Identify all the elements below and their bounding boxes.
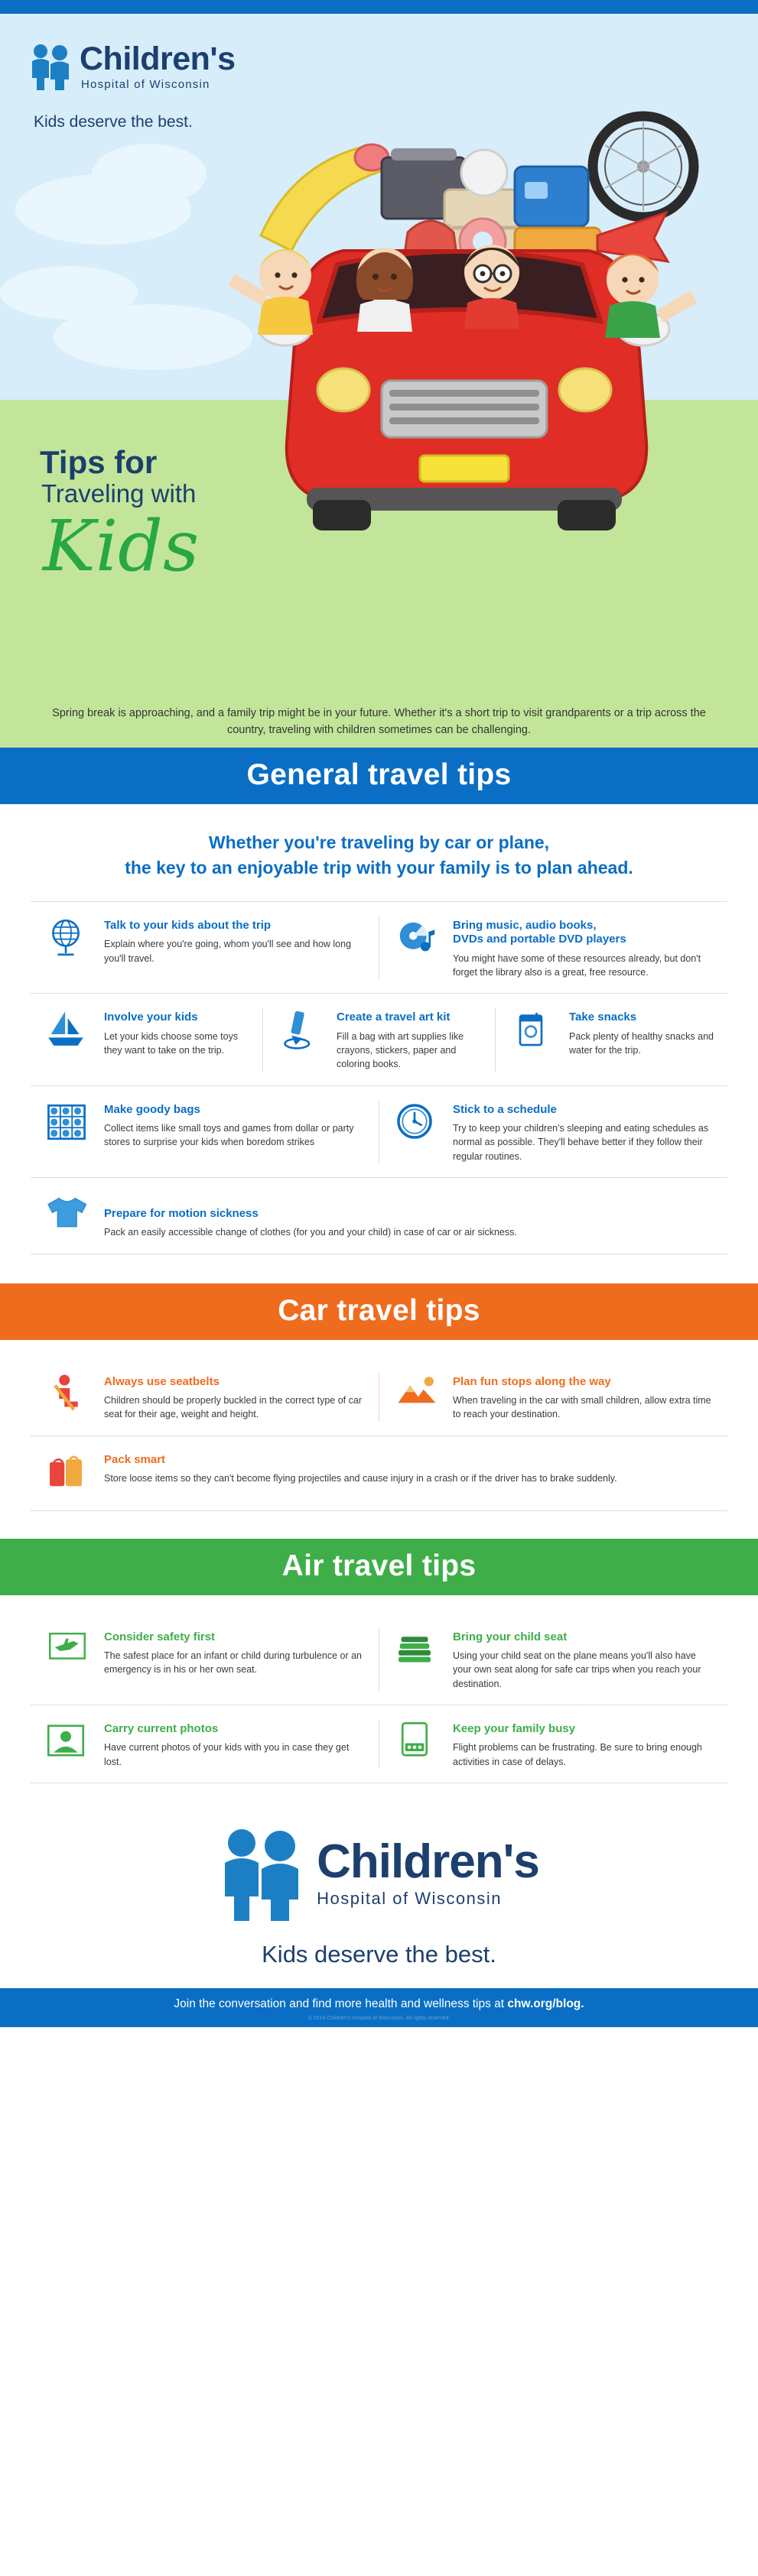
tip-body: Let your kids choose some toys they want to take on the trip. — [104, 1031, 239, 1056]
tip-body: Pack plenty of healthy snacks and water for the trip. — [569, 1031, 714, 1056]
tip-body: Children should be properly buckled in the correct type of car seat for their age, weight and height. — [104, 1395, 362, 1420]
tip-card-take-snacks — [495, 1007, 727, 1071]
tip-body: When traveling in the car with small children, allow extra time to reach your destination. — [453, 1395, 711, 1420]
tip-title: Carry current photos — [104, 1721, 219, 1735]
general-tips-body — [0, 901, 758, 1262]
airplane-icon — [44, 1627, 93, 1691]
car-tips-body — [0, 1340, 758, 1519]
tip-card-seatbelts — [31, 1372, 379, 1422]
tip-card-keep-busy — [379, 1719, 727, 1769]
tip-card-bring-music — [379, 916, 727, 980]
footer-tagline: Kids deserve the best. — [262, 1940, 496, 1968]
copyright-text: © 2014 Children's Hospital of Wisconsin. All rights reserved. — [0, 2016, 758, 2027]
mountains-icon — [393, 1372, 442, 1422]
tip-row — [31, 901, 727, 994]
cd-disc-icon — [393, 916, 442, 980]
tip-body: Have current photos of your kids with you in case they get lost. — [104, 1742, 350, 1767]
juice-box-icon — [509, 1007, 558, 1071]
tip-body: Flight problems can be frustrating. Be sure to bring enough activities in case of delays. — [453, 1742, 702, 1767]
footer-cta-bar[interactable] — [0, 1988, 758, 2016]
tip-title: Create a travel art kit — [337, 1011, 451, 1024]
tip-card-current-photos — [31, 1719, 379, 1769]
tip-card-schedule — [379, 1100, 727, 1163]
tip-card-talk-to-kids — [31, 916, 379, 980]
air-tips-body — [0, 1595, 758, 1791]
tip-row — [31, 1177, 727, 1254]
general-lead-text: Whether you're traveling by car or plane, the key to an enjoyable trip with your family is to plan ahead. — [125, 832, 633, 878]
tip-title: Stick to a schedule — [453, 1102, 557, 1116]
hero-title — [40, 444, 200, 588]
tip-body: The safest place for an infant or child during turbulence or an emergency is in his or her own seat. — [104, 1650, 363, 1676]
brand-subtitle: Hospital of Wisconsin — [81, 78, 210, 91]
tip-title: Consider safety first — [104, 1630, 216, 1643]
tip-card-fun-stops — [379, 1372, 727, 1422]
footer-brand-name: Children's — [317, 1835, 539, 1888]
tip-card-safety-first — [31, 1627, 379, 1691]
tip-row — [31, 1705, 727, 1783]
tip-body: Explain where you're going, whom you'll see and how long you'll travel. — [104, 939, 352, 964]
tip-row — [31, 993, 727, 1085]
sailboat-icon — [44, 1007, 93, 1071]
brand-tagline: Kids deserve the best. — [34, 113, 193, 131]
tip-body: Pack an easily accessible change of clothes (for you and your child) in case of car or air sickness. — [104, 1227, 517, 1238]
pencil-icon — [277, 1007, 326, 1071]
grid-bags-icon — [44, 1100, 93, 1163]
red-car — [259, 251, 669, 530]
tip-card-motion-sickness — [31, 1192, 727, 1240]
cloud-shape — [92, 144, 207, 205]
tip-row — [31, 1085, 727, 1177]
tip-body: Fill a bag with art supplies like crayons, stickers, paper and coloring books. — [337, 1031, 464, 1070]
tip-title: Make goody bags — [104, 1102, 200, 1116]
footer-brand-subtitle: Hospital of Wisconsin — [317, 1888, 502, 1908]
tip-card-involve-kids — [31, 1007, 262, 1071]
brand-name: Children's — [80, 41, 236, 77]
tip-title: Bring your child seat — [453, 1630, 568, 1643]
banner-air-travel-tips: Air travel tips — [0, 1539, 758, 1595]
tip-title: Plan fun stops along the way — [453, 1374, 611, 1388]
tip-title: Prepare for motion sickness — [104, 1206, 259, 1220]
tip-title: Involve your kids — [104, 1011, 198, 1024]
tip-title: Bring music, audio books, DVDs and portable DVD players — [453, 918, 626, 946]
family-logo-icon — [29, 43, 72, 90]
tip-body: Using your child seat on the plane means you'll also have your own seat along for safe car trips when you reach your destination. — [453, 1650, 701, 1689]
tip-body: You might have some of these resources already, but don't forget the library also is a great, free resource. — [453, 953, 701, 978]
family-logo-icon — [219, 1826, 304, 1921]
tip-title: Talk to your kids about the trip — [104, 918, 272, 932]
tshirt-icon — [44, 1192, 93, 1240]
hero-title-line1: Tips for — [40, 444, 158, 480]
tip-card-child-seat — [379, 1627, 727, 1691]
tip-title: Keep your family busy — [453, 1721, 576, 1735]
car-illustration — [215, 75, 750, 679]
tip-title: Pack smart — [104, 1452, 166, 1466]
globe-icon — [44, 916, 93, 980]
hero-title-line2: Traveling with — [41, 479, 197, 508]
tip-body: Collect items like small toys and games from dollar or party stores to surprise your kids when boredom strikes — [104, 1123, 354, 1148]
clock-icon — [393, 1100, 442, 1163]
hero-title-script: Kids — [43, 505, 200, 588]
tip-body: Store loose items so they can't become flying projectiles and cause injury in a crash or if the driver has to brake suddenly. — [104, 1473, 617, 1484]
footer-cta-text: Join the conversation and find more health and wellness tips at — [174, 1997, 508, 2010]
hero-intro-text: Spring break is approaching, and a family trip might be in your future. Whether it's a short trip to visit grandparents or a trip across the country, traveling with children sometimes can be challenging. — [52, 707, 706, 736]
tip-card-pack-smart — [31, 1450, 727, 1497]
footer-cta-link[interactable]: chw.org/blog. — [507, 1997, 584, 2010]
tip-title: Take snacks — [569, 1011, 637, 1024]
top-accent-bar — [0, 0, 758, 14]
header-logo — [29, 43, 236, 91]
tip-card-goody-bags — [31, 1100, 379, 1163]
tip-row — [31, 1436, 727, 1511]
tip-row — [31, 1614, 727, 1705]
tip-card-art-kit — [262, 1007, 495, 1071]
banner-car-travel-tips: Car travel tips — [0, 1283, 758, 1340]
hero-section — [0, 14, 758, 748]
car-seat-icon — [44, 1372, 93, 1422]
banner-general-travel-tips: General travel tips — [0, 748, 758, 804]
luggage-icon — [44, 1450, 93, 1497]
tip-row — [31, 1358, 727, 1436]
footer-logo — [0, 1826, 758, 1921]
tip-title: Always use seatbelts — [104, 1374, 220, 1388]
photo-person-icon — [44, 1719, 93, 1769]
tip-body: Try to keep your children's sleeping and eating schedules as normal as possible. They'll behave better if they follow their regular routines. — [453, 1123, 709, 1162]
tablet-games-icon — [393, 1719, 442, 1769]
child-seat-icon — [393, 1627, 442, 1691]
footer — [0, 1791, 758, 1988]
